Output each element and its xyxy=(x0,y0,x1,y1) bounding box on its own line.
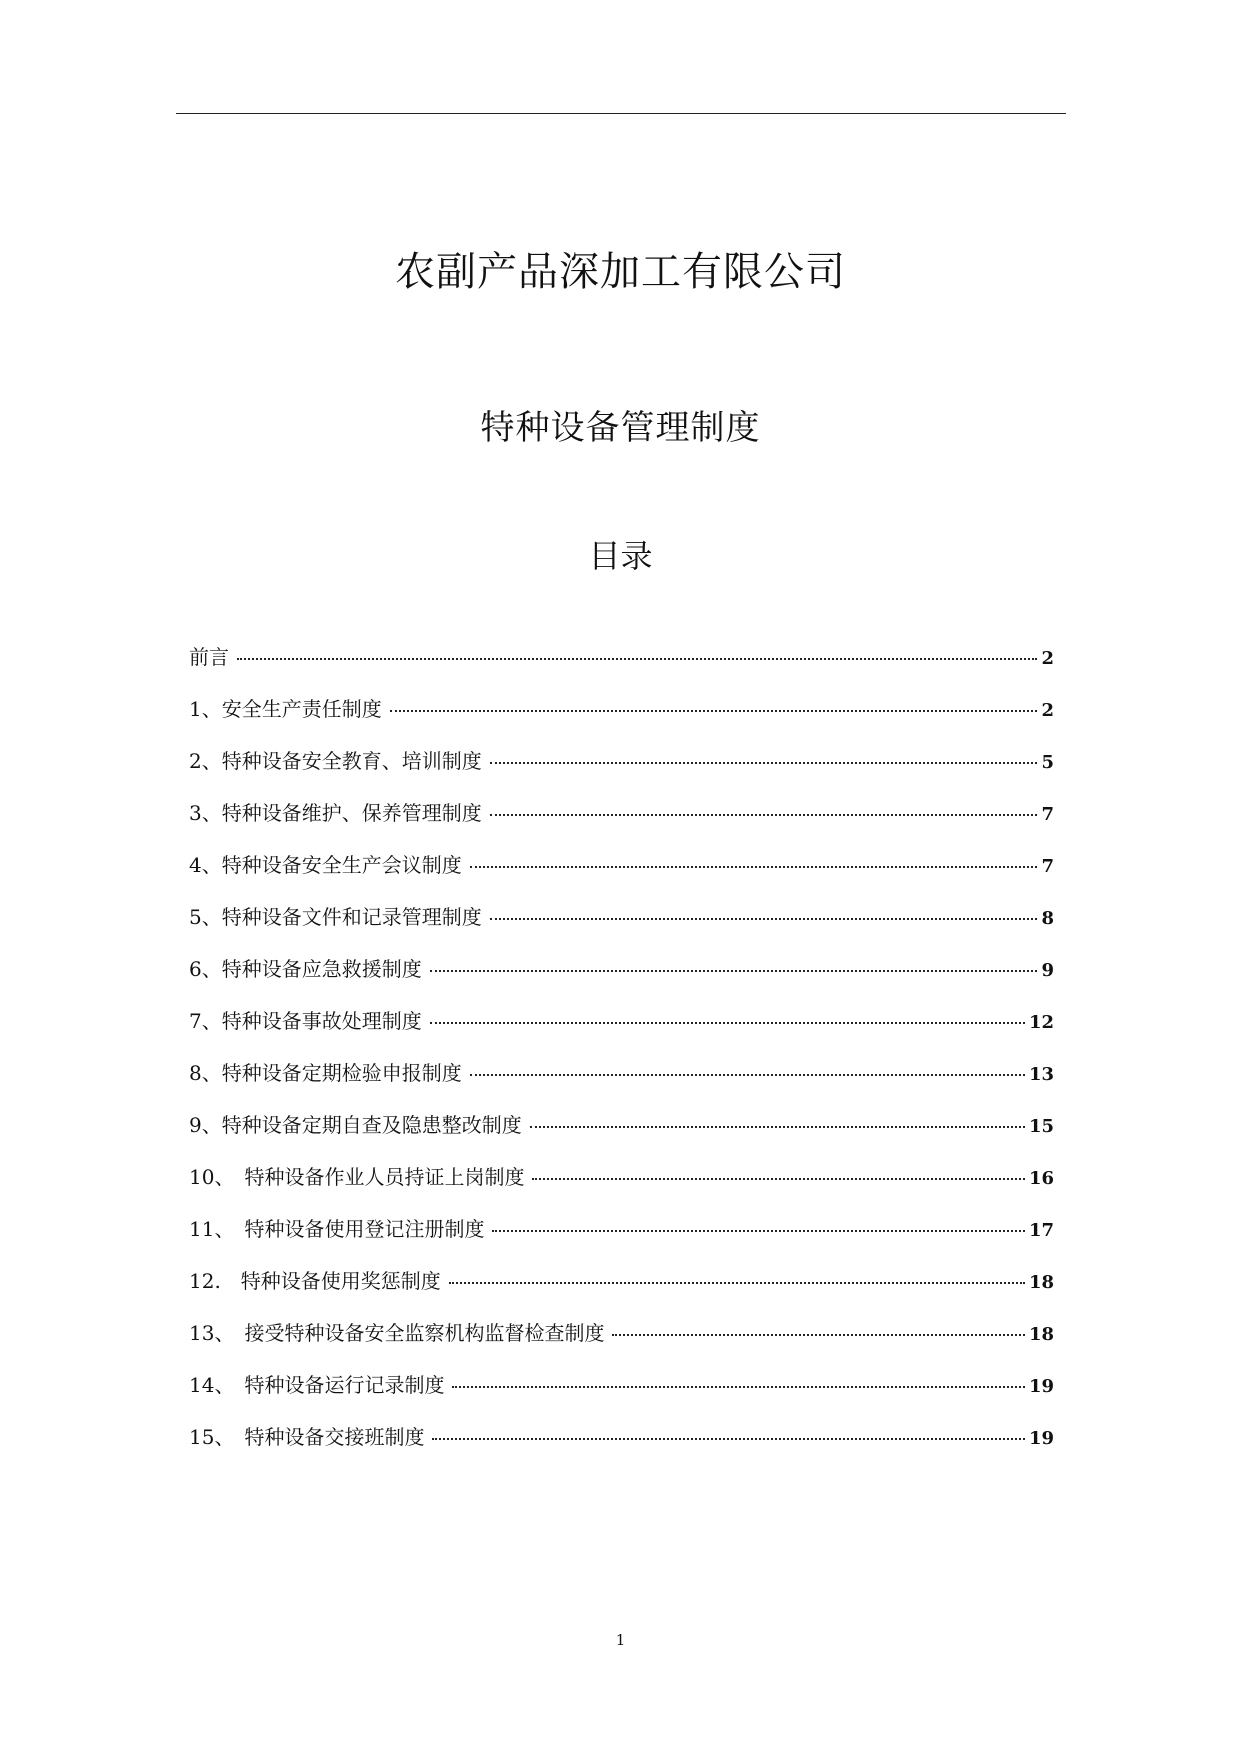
toc-entry-label: 9、特种设备定期自查及隐患整改制度 xyxy=(189,1113,522,1137)
toc-entry-label: 前言 xyxy=(189,645,229,669)
toc-entry-label: 5、特种设备文件和记录管理制度 xyxy=(189,905,482,929)
toc-entry-preface[interactable] xyxy=(189,643,1054,695)
toc-entry-4[interactable] xyxy=(189,851,1054,903)
toc-entry-page: 7 xyxy=(1041,856,1054,877)
toc-entry-10[interactable] xyxy=(189,1163,1054,1215)
toc-entry-9[interactable] xyxy=(189,1111,1054,1163)
dot-leader xyxy=(470,1074,1025,1076)
toc-entry-page: 16 xyxy=(1028,1168,1054,1189)
toc-entry-page: 13 xyxy=(1028,1064,1054,1085)
dot-leader xyxy=(390,710,1038,712)
dot-leader xyxy=(530,1126,1025,1128)
dot-leader xyxy=(490,814,1038,816)
toc-entry-page: 17 xyxy=(1028,1220,1054,1241)
toc-entry-2[interactable] xyxy=(189,747,1054,799)
toc-entry-label: 4、特种设备安全生产会议制度 xyxy=(189,853,462,877)
table-of-contents xyxy=(189,643,1054,1475)
toc-entry-label: 6、特种设备应急救援制度 xyxy=(189,957,422,981)
toc-entry-label: 1、安全生产责任制度 xyxy=(189,697,382,721)
toc-entry-page: 19 xyxy=(1028,1376,1054,1397)
company-title: 农副产品深加工有限公司 xyxy=(395,249,846,295)
toc-entry-page: 9 xyxy=(1041,960,1054,981)
toc-entry-14[interactable] xyxy=(189,1371,1054,1423)
toc-entry-page: 15 xyxy=(1028,1116,1054,1137)
toc-entry-page: 19 xyxy=(1028,1428,1054,1449)
toc-entry-1[interactable] xyxy=(189,695,1054,747)
dot-leader xyxy=(432,1438,1024,1440)
toc-entry-page: 18 xyxy=(1028,1272,1054,1293)
toc-entry-label: 14、 特种设备运行记录制度 xyxy=(189,1373,445,1397)
toc-entry-page: 12 xyxy=(1028,1012,1054,1033)
dot-leader xyxy=(612,1334,1024,1336)
header-rule xyxy=(176,113,1066,114)
dot-leader xyxy=(452,1386,1024,1388)
document-title: 特种设备管理制度 xyxy=(480,408,761,448)
dot-leader xyxy=(492,1230,1024,1232)
dot-leader xyxy=(237,658,1037,660)
toc-entry-label: 10、 特种设备作业人员持证上岗制度 xyxy=(189,1165,525,1189)
toc-entry-12[interactable] xyxy=(189,1267,1054,1319)
toc-entry-label: 8、特种设备定期检验申报制度 xyxy=(189,1061,462,1085)
page-number: 1 xyxy=(615,1631,626,1649)
toc-entry-label: 7、特种设备事故处理制度 xyxy=(189,1009,422,1033)
toc-entry-page: 5 xyxy=(1041,752,1054,773)
toc-entry-page: 8 xyxy=(1041,908,1054,929)
toc-entry-label: 3、特种设备维护、保养管理制度 xyxy=(189,801,482,825)
toc-entry-page: 2 xyxy=(1041,700,1054,721)
dot-leader xyxy=(470,866,1038,868)
toc-entry-label: 11、 特种设备使用登记注册制度 xyxy=(189,1217,485,1241)
toc-entry-label: 12. 特种设备使用奖惩制度 xyxy=(189,1269,441,1293)
dot-leader xyxy=(430,970,1038,972)
toc-entry-7[interactable] xyxy=(189,1007,1054,1059)
dot-leader xyxy=(430,1022,1025,1024)
dot-leader xyxy=(532,1178,1024,1180)
toc-entry-page: 18 xyxy=(1028,1324,1054,1345)
toc-entry-6[interactable] xyxy=(189,955,1054,1007)
toc-entry-5[interactable] xyxy=(189,903,1054,955)
dot-leader xyxy=(490,918,1038,920)
toc-entry-page: 2 xyxy=(1041,648,1054,669)
toc-entry-label: 13、 接受特种设备安全监察机构监督检查制度 xyxy=(189,1321,605,1345)
toc-entry-13[interactable] xyxy=(189,1319,1054,1371)
dot-leader xyxy=(449,1282,1025,1284)
toc-entry-page: 7 xyxy=(1041,804,1054,825)
toc-entry-8[interactable] xyxy=(189,1059,1054,1111)
toc-entry-15[interactable] xyxy=(189,1423,1054,1475)
toc-entry-label: 15、 特种设备交接班制度 xyxy=(189,1425,425,1449)
toc-entry-11[interactable] xyxy=(189,1215,1054,1267)
toc-entry-label: 2、特种设备安全教育、培训制度 xyxy=(189,749,482,773)
dot-leader xyxy=(490,762,1038,764)
toc-heading: 目录 xyxy=(588,537,653,575)
toc-entry-3[interactable] xyxy=(189,799,1054,851)
